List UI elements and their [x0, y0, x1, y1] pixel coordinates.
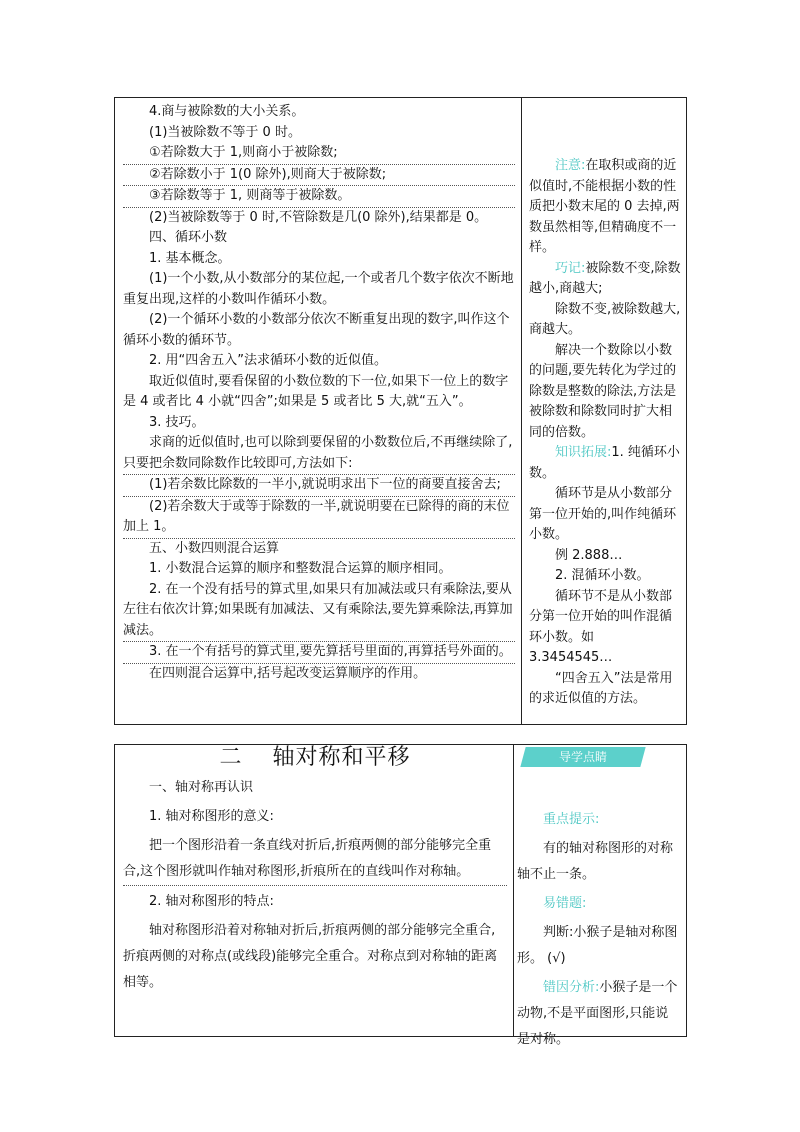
mixed-definition: 循环节不是从小数部分第一位开始的叫作混循环小数。如 3.3454545…: [529, 588, 673, 665]
column-divider: [513, 745, 514, 1036]
side-column: [529, 156, 681, 710]
error-label: 易错题:: [543, 895, 587, 911]
tip-text-2: 除数不变,被除数越大,商越大。: [529, 301, 681, 337]
key-text: 有的轴对称图形的对称轴不止一条。: [517, 840, 674, 882]
mixed-title: 2. 混循环小数。: [555, 568, 650, 583]
text-line: (2)若余数大于或等于除数的一半,就说明要在已除得的商的末位加上 1。: [123, 497, 515, 539]
text-line: 取近似值时,要看保留的小数位数的下一位,如果下一位上的数字是 4 或者比 4 小就“四舍”;如果是 5 或者比 5 大,就“五入”。: [123, 373, 509, 409]
text-line: 在四则混合运算中,括号起改变运算顺序的作用。: [149, 665, 427, 681]
extension-label: 知识拓展:: [555, 445, 612, 460]
pure-example: 例 2.888…: [555, 547, 623, 563]
key-label: 重点提示:: [543, 811, 600, 827]
text-line: 轴对称图形沿着对称轴对折后,折痕两侧的部分能够完全重合,折痕两侧的对称点(或线段)能够完全重合。对称点到对称轴的距离相等。: [123, 923, 498, 990]
text-line: 1. 基本概念。: [149, 250, 231, 266]
analysis-label: 错因分析:: [543, 979, 600, 995]
analysis-block: [517, 975, 681, 1053]
heading-axial-symmetry: 一、轴对称再认识: [149, 780, 254, 795]
text-line: 求商的近似值时,也可以除到要保留的小数数位后,不再继续除了,只要把余数同除数作比较即可,方法如下:: [123, 433, 515, 475]
text-line: ②若除数小于 1(0 除外),则商大于被除数;: [123, 165, 515, 187]
analysis-text: 小猴子是一个动物,不是平面图形,只能说是对称。: [517, 979, 678, 1047]
text-line: 1. 轴对称图形的意义:: [149, 809, 274, 824]
solve-note: 解决一个数除以小数的问题,要先转化为学过的除数是整数的除法,方法是被除数和除数同时扩大相同的倍数。: [529, 342, 677, 440]
guide-badge: [520, 747, 645, 767]
column-divider: [521, 98, 522, 724]
heading-mixed-operations: 五、小数四则混合运算: [149, 540, 280, 556]
section-number: 二: [219, 745, 243, 770]
round-note: “四舍五入”法是常用的求近似值的方法。: [529, 670, 673, 706]
text-line: (1)若余数比除数的一半小,就说明求出下一位的商要直接舍去;: [123, 475, 515, 497]
section-title: [123, 745, 507, 771]
extension-block: [529, 443, 681, 484]
text-line: ③若除数等于 1, 则商等于被除数。: [123, 186, 515, 208]
text-line: (2)一个循环小数的小数部分依次不断重复出现的数字,叫作这个循环小数的循环节。: [123, 312, 510, 348]
text-line: 把一个图形沿着一条直线对折后,折痕两侧的部分能够完全重合,这个图形就叫作轴对称图形,折痕所在的直线叫作对称轴。: [123, 833, 507, 886]
tip-block: [529, 259, 681, 300]
heading-repeating-decimal: 四、循环小数: [149, 230, 228, 245]
extension-text: 1. 纯循环小数。: [529, 445, 680, 481]
note-text: 在取积或商的近似值时,不能根据小数的性质把小数末尾的 0 去掉,两数虽然相等,但精确度不一样。: [529, 158, 680, 255]
text-line: (2)当被除数等于 0 时,不管除数是几(0 除外),结果都是 0。: [149, 209, 488, 225]
main-column: [123, 745, 507, 999]
text-line: 3. 技巧。: [149, 414, 205, 430]
text-line: ①若除数大于 1,则商小于被除数;: [123, 143, 515, 165]
tip-label: 巧记:: [555, 260, 586, 276]
note-label: 注意:: [555, 158, 586, 173]
tip-text: 被除数不变,除数越小,商越大;: [529, 260, 681, 296]
text-line: (1)当被除数不等于 0 时。: [149, 124, 301, 140]
heading-quotient-relation: 4.商与被除数的大小关系。: [149, 104, 305, 119]
pure-definition: 循环节是从小数部分第一位开始的,叫作纯循环小数。: [529, 486, 677, 542]
text-line: (1)一个小数,从小数部分的某位起,一个或者几个数字依次不断地重复出现,这样的小数叫作循环小数。: [123, 271, 514, 307]
side-column: [517, 745, 681, 1056]
text-line: 2. 用“四舍五入”法求循环小数的近似值。: [149, 353, 388, 368]
section-title-text: 轴对称和平移: [272, 745, 411, 770]
note-block: [529, 156, 681, 259]
text-line: 1. 小数混合运算的顺序和整数混合运算的顺序相同。: [149, 561, 452, 576]
table-1: [114, 97, 687, 725]
table-2: [114, 744, 687, 1047]
text-line: 2. 在一个没有括号的算式里,如果只有加减法或只有乘除法,要从左往右依次计算;如果既有加减法、又有乘除法,要先算乘除法,再算加减法。: [123, 580, 515, 643]
main-column: [123, 102, 515, 684]
error-text: 判断:小猴子是轴对称图形。 (√): [517, 924, 678, 966]
text-line: 2. 轴对称图形的特点:: [149, 894, 274, 909]
guide-badge-label: 导学点睛: [558, 750, 607, 764]
text-line: 3. 在一个有括号的算式里,要先算括号里面的,再算括号外面的。: [123, 642, 515, 664]
